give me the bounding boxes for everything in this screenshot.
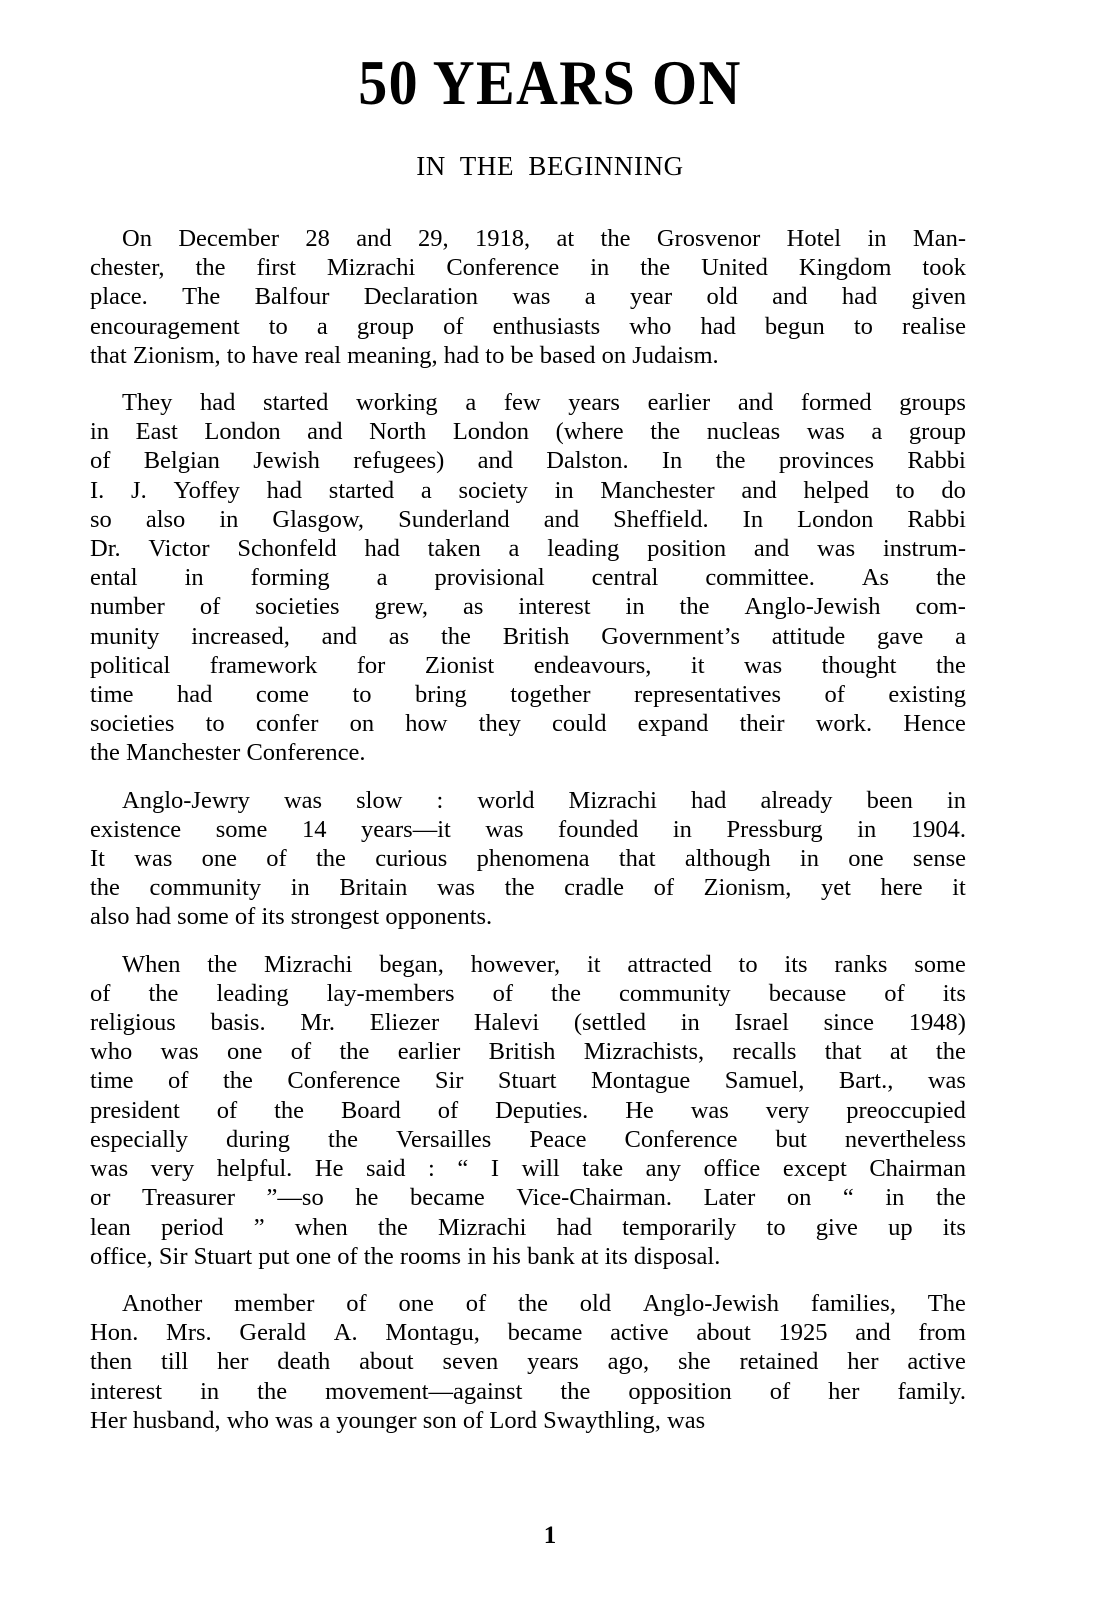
- text-line: Her husband, who was a younger son of Lord Swaythling, was: [90, 1406, 706, 1434]
- text-line: the community in Britain was the cradle of Zionism, yet here it: [90, 874, 966, 902]
- text-line: that Zionism, to have real meaning, had to be based on Judaism.: [90, 341, 719, 369]
- text-line: chester, the first Mizrachi Conference in the United Kingdom took: [90, 254, 966, 282]
- page-title: 50 YEARS ON: [358, 48, 742, 118]
- text-line: encouragement to a group of enthusiasts who had begun to realise: [90, 312, 966, 340]
- text-line: interest in the movement—against the opposition of her family.: [90, 1377, 966, 1405]
- text-line: or Treasurer ”—so he became Vice-Chairman. Later on “ in the: [90, 1184, 966, 1212]
- text-line: munity increased, and as the British Government’s attitude gave a: [90, 622, 966, 650]
- text-line: number of societies grew, as interest in the Anglo-Jewish com-: [90, 593, 966, 621]
- text-line: When the Mizrachi began, however, it attracted to its ranks some: [122, 950, 966, 978]
- text-line: lean period ” when the Mizrachi had temporarily to give up its: [90, 1213, 966, 1241]
- paragraph: [90, 388, 966, 768]
- paragraph: [90, 950, 966, 1271]
- text-line: so also in Glasgow, Sunderland and Sheffield. In London Rabbi: [90, 505, 966, 533]
- title-block: [0, 0, 1100, 182]
- text-line: Hon. Mrs. Gerald A. Montagu, became active about 1925 and from: [90, 1319, 966, 1347]
- paragraph: [90, 786, 966, 932]
- text-line: existence some 14 years—it was founded in Pressburg in 1904.: [90, 815, 966, 843]
- text-line: place. The Balfour Declaration was a year old and had given: [90, 283, 966, 311]
- text-line: who was one of the earlier British Mizrachists, recalls that at the: [90, 1038, 966, 1066]
- text-line: time of the Conference Sir Stuart Montague Samuel, Bart., was: [90, 1067, 966, 1095]
- text-line: religious basis. Mr. Eliezer Halevi (settled in Israel since 1948): [90, 1009, 966, 1037]
- text-line: then till her death about seven years ago, she retained her active: [90, 1348, 966, 1376]
- text-line: time had come to bring together representatives of existing: [90, 681, 966, 709]
- text-line: political framework for Zionist endeavours, it was thought the: [90, 651, 966, 679]
- body-text-column: [90, 224, 966, 1453]
- text-line: was very helpful. He said : “ I will take any office except Chairman: [90, 1155, 966, 1183]
- text-line: in East London and North London (where the nucleas was a group: [90, 418, 966, 446]
- paragraph: [90, 224, 966, 370]
- text-line: of Belgian Jewish refugees) and Dalston. In the provinces Rabbi: [90, 447, 966, 475]
- page-subtitle: IN THE BEGINNING: [416, 151, 684, 181]
- text-line: I. J. Yoffey had started a society in Manchester and helped to do: [90, 476, 966, 504]
- text-line: They had started working a few years earlier and formed groups: [122, 389, 966, 417]
- page-number: 1: [543, 1522, 557, 1549]
- paragraph: [90, 1289, 966, 1435]
- text-line: societies to confer on how they could expand their work. Hence: [90, 710, 966, 738]
- text-line: office, Sir Stuart put one of the rooms in his bank at its disposal.: [90, 1242, 721, 1270]
- text-line: especially during the Versailles Peace Conference but nevertheless: [90, 1125, 966, 1153]
- text-line: Anglo-Jewry was slow : world Mizrachi had already been in: [122, 786, 966, 814]
- text-line: of the leading lay-members of the community because of its: [90, 979, 966, 1007]
- text-line: Dr. Victor Schonfeld had taken a leading position and was instrum-: [90, 535, 966, 563]
- text-line: It was one of the curious phenomena that although in one sense: [90, 845, 966, 873]
- text-line: Another member of one of the old Anglo-Jewish families, The: [122, 1289, 966, 1317]
- text-line: president of the Board of Deputies. He was very preoccupied: [90, 1096, 966, 1124]
- text-line: also had some of its strongest opponents.: [90, 903, 493, 931]
- text-line: On December 28 and 29, 1918, at the Grosvenor Hotel in Man-: [122, 225, 966, 252]
- text-line: ental in forming a provisional central committee. As the: [90, 564, 966, 592]
- text-line: the Manchester Conference.: [90, 739, 366, 767]
